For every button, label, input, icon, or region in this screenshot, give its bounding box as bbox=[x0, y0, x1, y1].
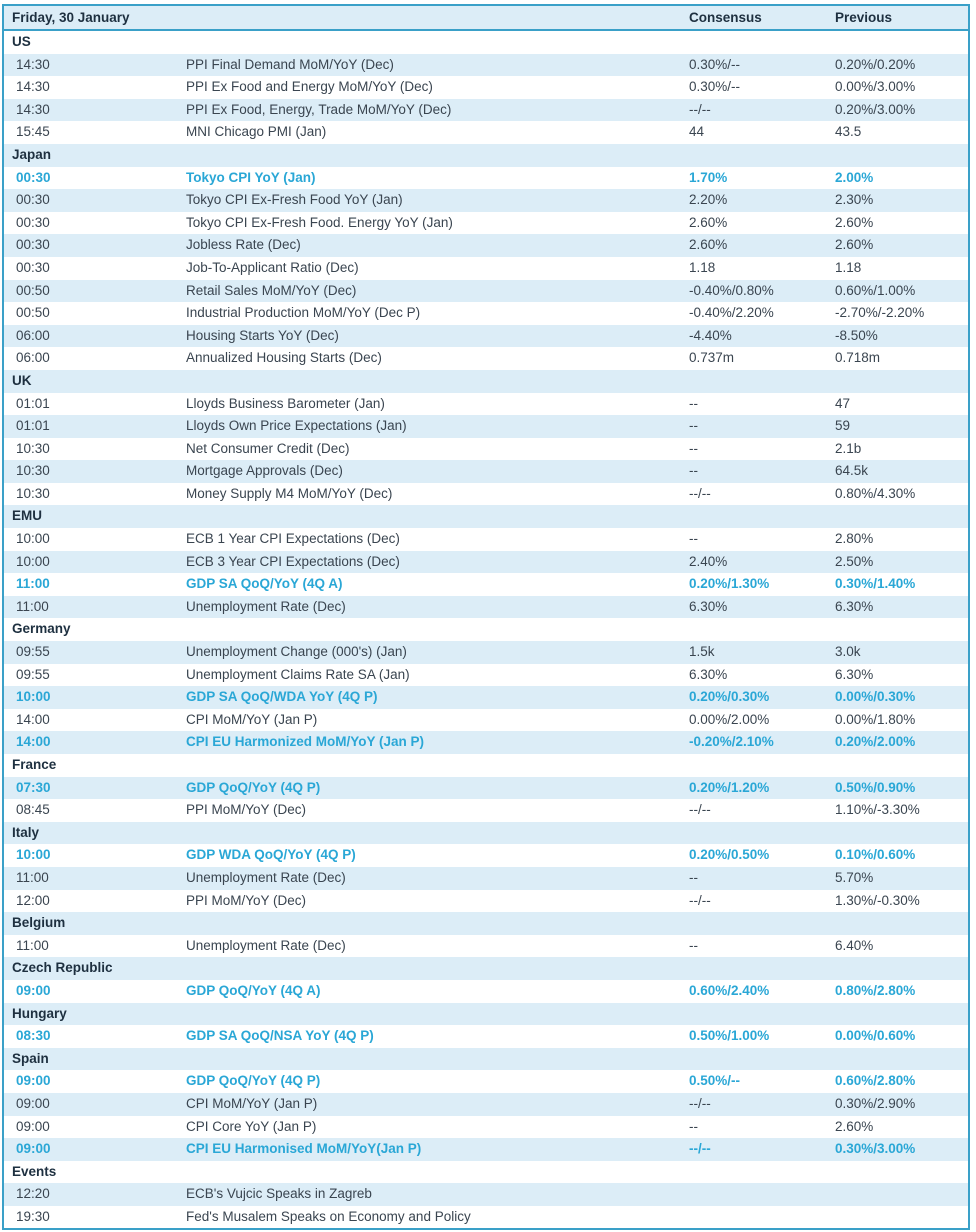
consensus-value: -0.40%/2.20% bbox=[689, 305, 774, 321]
table-row bbox=[4, 212, 968, 235]
event-name: PPI Ex Food, Energy, Trade MoM/YoY (Dec) bbox=[186, 101, 452, 117]
event-name: Net Consumer Credit (Dec) bbox=[186, 440, 350, 456]
previous-value: 6.30% bbox=[835, 598, 874, 614]
consensus-value: 0.60%/2.40% bbox=[689, 982, 770, 998]
previous-value: 2.60% bbox=[835, 1118, 874, 1134]
previous-value: 0.60%/1.00% bbox=[835, 282, 916, 298]
previous-value: 0.80%/2.80% bbox=[835, 982, 916, 998]
previous-value: 0.10%/0.60% bbox=[835, 847, 916, 863]
table-row bbox=[4, 528, 968, 551]
previous-value: 47 bbox=[835, 395, 851, 411]
consensus-value: 1.70% bbox=[689, 169, 728, 185]
event-name: GDP SA QoQ/WDA YoY (4Q P) bbox=[186, 689, 378, 705]
table-row bbox=[4, 1025, 968, 1048]
table-row bbox=[4, 980, 968, 1003]
table-row bbox=[4, 415, 968, 438]
event-name: Tokyo CPI Ex-Fresh Food. Energy YoY (Jan) bbox=[186, 214, 453, 230]
country-header-row bbox=[4, 144, 968, 167]
release-time: 12:00 bbox=[16, 892, 50, 908]
table-row bbox=[4, 76, 968, 99]
event-name: Unemployment Rate (Dec) bbox=[186, 598, 346, 614]
table-row bbox=[4, 935, 968, 958]
consensus-value: -- bbox=[689, 418, 698, 434]
table-row bbox=[4, 1206, 968, 1229]
event-name: GDP QoQ/YoY (4Q P) bbox=[186, 1073, 321, 1089]
release-time: 11:00 bbox=[16, 576, 50, 592]
country-header-row bbox=[4, 822, 968, 845]
consensus-value: 0.30%/-- bbox=[689, 79, 741, 95]
event-name: Jobless Rate (Dec) bbox=[186, 237, 301, 253]
release-time: 09:00 bbox=[16, 1095, 50, 1111]
previous-value: 2.60% bbox=[835, 214, 874, 230]
previous-value: 1.18 bbox=[835, 259, 862, 275]
previous-value: 2.00% bbox=[835, 169, 874, 185]
previous-value: 5.70% bbox=[835, 869, 874, 885]
event-name: Tokyo CPI Ex-Fresh Food YoY (Jan) bbox=[186, 192, 403, 208]
table-row bbox=[4, 1138, 968, 1161]
release-time: 10:00 bbox=[16, 531, 50, 547]
event-name: Industrial Production MoM/YoY (Dec P) bbox=[186, 305, 421, 321]
previous-value: 59 bbox=[835, 418, 851, 434]
previous-value: 0.30%/2.90% bbox=[835, 1095, 916, 1111]
release-time: 10:00 bbox=[16, 847, 51, 863]
table-row bbox=[4, 234, 968, 257]
consensus-value: 2.20% bbox=[689, 192, 728, 208]
table-row bbox=[4, 167, 968, 190]
table-row bbox=[4, 777, 968, 800]
previous-value: 64.5k bbox=[835, 463, 869, 479]
event-name: Mortgage Approvals (Dec) bbox=[186, 463, 343, 479]
consensus-value: -- bbox=[689, 937, 698, 953]
table-row bbox=[4, 709, 968, 732]
table-row bbox=[4, 99, 968, 122]
country-header-row bbox=[4, 1048, 968, 1071]
event-name: CPI Core YoY (Jan P) bbox=[186, 1118, 317, 1134]
table-row bbox=[4, 890, 968, 913]
event-name: Fed's Musalem Speaks on Economy and Policy bbox=[186, 1208, 471, 1224]
previous-value: 1.30%/-0.30% bbox=[835, 892, 920, 908]
release-time: 09:55 bbox=[16, 666, 50, 682]
event-name: PPI Final Demand MoM/YoY (Dec) bbox=[186, 56, 394, 72]
country-header-row bbox=[4, 1003, 968, 1026]
consensus-value: 44 bbox=[689, 124, 705, 140]
consensus-value: 0.20%/0.30% bbox=[689, 689, 770, 705]
event-name: MNI Chicago PMI (Jan) bbox=[186, 124, 327, 140]
consensus-value: --/-- bbox=[689, 1141, 711, 1157]
release-time: 01:01 bbox=[16, 395, 50, 411]
country-header-row bbox=[4, 370, 968, 393]
table-row bbox=[4, 438, 968, 461]
consensus-value: --/-- bbox=[689, 802, 711, 818]
table-header bbox=[4, 6, 968, 31]
header-previous: Previous bbox=[835, 10, 893, 25]
consensus-value: 0.20%/1.30% bbox=[689, 576, 770, 592]
release-time: 08:45 bbox=[16, 802, 50, 818]
release-time: 10:30 bbox=[16, 440, 50, 456]
economic-calendar-table bbox=[2, 4, 970, 1230]
release-time: 19:30 bbox=[16, 1208, 50, 1224]
release-time: 12:20 bbox=[16, 1186, 50, 1202]
previous-value: 0.30%/1.40% bbox=[835, 576, 916, 592]
previous-value: 0.20%/3.00% bbox=[835, 101, 916, 117]
release-time: 09:00 bbox=[16, 1118, 50, 1134]
table-row bbox=[4, 664, 968, 687]
consensus-value: 2.60% bbox=[689, 214, 728, 230]
table-row bbox=[4, 325, 968, 348]
release-time: 15:45 bbox=[16, 124, 50, 140]
country-header-row bbox=[4, 957, 968, 980]
release-time: 00:30 bbox=[16, 169, 51, 185]
country-label: Belgium bbox=[12, 915, 66, 931]
event-name: Unemployment Claims Rate SA (Jan) bbox=[186, 666, 410, 682]
previous-value: -8.50% bbox=[835, 327, 878, 343]
previous-value: 0.00%/3.00% bbox=[835, 79, 916, 95]
previous-value: 0.60%/2.80% bbox=[835, 1073, 916, 1089]
event-name: ECB's Vujcic Speaks in Zagreb bbox=[186, 1186, 372, 1202]
event-name: CPI MoM/YoY (Jan P) bbox=[186, 711, 318, 727]
event-name: Unemployment Rate (Dec) bbox=[186, 869, 346, 885]
table-row bbox=[4, 302, 968, 325]
consensus-value: 0.00%/2.00% bbox=[689, 711, 770, 727]
table-row bbox=[4, 460, 968, 483]
header-consensus: Consensus bbox=[689, 10, 762, 25]
previous-value: 6.40% bbox=[835, 937, 874, 953]
event-name: Lloyds Own Price Expectations (Jan) bbox=[186, 418, 407, 434]
country-header-row bbox=[4, 505, 968, 528]
previous-value: 1.10%/-3.30% bbox=[835, 802, 920, 818]
table-row bbox=[4, 686, 968, 709]
event-name: GDP SA QoQ/NSA YoY (4Q P) bbox=[186, 1028, 374, 1044]
country-label: Italy bbox=[12, 824, 40, 840]
country-header-row bbox=[4, 31, 968, 54]
previous-value: 0.80%/4.30% bbox=[835, 485, 916, 501]
country-label: Events bbox=[12, 1163, 57, 1179]
country-label: Japan bbox=[12, 146, 52, 162]
consensus-value: 1.5k bbox=[689, 644, 715, 660]
consensus-value: -0.40%/0.80% bbox=[689, 282, 774, 298]
release-time: 14:30 bbox=[16, 79, 50, 95]
table-row bbox=[4, 551, 968, 574]
table-row bbox=[4, 1183, 968, 1206]
release-time: 14:00 bbox=[16, 734, 51, 750]
consensus-value: 2.40% bbox=[689, 553, 728, 569]
consensus-value: 0.30%/-- bbox=[689, 56, 741, 72]
release-time: 00:50 bbox=[16, 305, 50, 321]
event-name: Job-To-Applicant Ratio (Dec) bbox=[186, 259, 359, 275]
release-time: 00:30 bbox=[16, 259, 50, 275]
release-time: 00:30 bbox=[16, 214, 50, 230]
table-row bbox=[4, 54, 968, 77]
previous-value: 2.1b bbox=[835, 440, 862, 456]
consensus-value: -- bbox=[689, 869, 698, 885]
event-name: Money Supply M4 MoM/YoY (Dec) bbox=[186, 485, 393, 501]
release-time: 14:30 bbox=[16, 56, 50, 72]
consensus-value: -- bbox=[689, 1118, 698, 1134]
previous-value: 0.00%/1.80% bbox=[835, 711, 916, 727]
release-time: 06:00 bbox=[16, 327, 50, 343]
country-header-row bbox=[4, 754, 968, 777]
previous-value: 3.0k bbox=[835, 644, 861, 660]
consensus-value: 0.50%/1.00% bbox=[689, 1028, 770, 1044]
release-time: 10:00 bbox=[16, 689, 51, 705]
previous-value: 2.60% bbox=[835, 237, 874, 253]
event-name: Unemployment Change (000's) (Jan) bbox=[186, 644, 407, 660]
consensus-value: 1.18 bbox=[689, 259, 716, 275]
previous-value: 0.50%/0.90% bbox=[835, 779, 916, 795]
previous-value: 0.30%/3.00% bbox=[835, 1141, 916, 1157]
event-name: Tokyo CPI YoY (Jan) bbox=[186, 169, 316, 185]
consensus-value: --/-- bbox=[689, 892, 711, 908]
country-header-row bbox=[4, 912, 968, 935]
release-time: 09:55 bbox=[16, 644, 50, 660]
country-label: UK bbox=[12, 372, 32, 388]
event-name: CPI EU Harmonised MoM/YoY(Jan P) bbox=[186, 1141, 422, 1157]
event-name: Annualized Housing Starts (Dec) bbox=[186, 350, 382, 366]
event-name: GDP QoQ/YoY (4Q A) bbox=[186, 982, 321, 998]
consensus-value: 6.30% bbox=[689, 666, 728, 682]
release-time: 09:00 bbox=[16, 1141, 51, 1157]
table-row bbox=[4, 844, 968, 867]
previous-value: 6.30% bbox=[835, 666, 874, 682]
previous-value: 0.718m bbox=[835, 350, 881, 366]
release-time: 09:00 bbox=[16, 982, 51, 998]
country-label: Spain bbox=[12, 1050, 49, 1066]
release-time: 11:00 bbox=[16, 937, 49, 953]
header-date: Friday, 30 January bbox=[12, 10, 130, 25]
release-time: 00:50 bbox=[16, 282, 50, 298]
consensus-value: -- bbox=[689, 440, 698, 456]
table-row bbox=[4, 641, 968, 664]
consensus-value: -4.40% bbox=[689, 327, 732, 343]
event-name: GDP QoQ/YoY (4Q P) bbox=[186, 779, 321, 795]
table-row bbox=[4, 280, 968, 303]
table-body bbox=[4, 31, 968, 1228]
release-time: 10:30 bbox=[16, 463, 50, 479]
event-name: CPI MoM/YoY (Jan P) bbox=[186, 1095, 318, 1111]
event-name: GDP WDA QoQ/YoY (4Q P) bbox=[186, 847, 356, 863]
previous-value: -2.70%/-2.20% bbox=[835, 305, 925, 321]
table-row bbox=[4, 596, 968, 619]
previous-value: 0.00%/0.30% bbox=[835, 689, 916, 705]
country-header-row bbox=[4, 1161, 968, 1184]
release-time: 11:00 bbox=[16, 869, 49, 885]
release-time: 10:00 bbox=[16, 553, 50, 569]
table-row bbox=[4, 393, 968, 416]
event-name: Housing Starts YoY (Dec) bbox=[186, 327, 339, 343]
table-row bbox=[4, 189, 968, 212]
release-time: 14:30 bbox=[16, 101, 50, 117]
release-time: 01:01 bbox=[16, 418, 50, 434]
table-row bbox=[4, 483, 968, 506]
previous-value: 2.50% bbox=[835, 553, 874, 569]
event-name: Retail Sales MoM/YoY (Dec) bbox=[186, 282, 357, 298]
consensus-value: -- bbox=[689, 395, 698, 411]
consensus-value: 6.30% bbox=[689, 598, 728, 614]
event-name: Unemployment Rate (Dec) bbox=[186, 937, 346, 953]
consensus-value: 2.60% bbox=[689, 237, 728, 253]
table-row bbox=[4, 799, 968, 822]
event-name: Lloyds Business Barometer (Jan) bbox=[186, 395, 385, 411]
release-time: 07:30 bbox=[16, 779, 51, 795]
table-row bbox=[4, 347, 968, 370]
release-time: 14:00 bbox=[16, 711, 50, 727]
release-time: 10:30 bbox=[16, 485, 50, 501]
table-row bbox=[4, 867, 968, 890]
release-time: 08:30 bbox=[16, 1028, 51, 1044]
release-time: 06:00 bbox=[16, 350, 50, 366]
consensus-value: -- bbox=[689, 531, 698, 547]
table-row bbox=[4, 257, 968, 280]
consensus-value: --/-- bbox=[689, 485, 711, 501]
event-name: PPI MoM/YoY (Dec) bbox=[186, 802, 307, 818]
consensus-value: --/-- bbox=[689, 101, 711, 117]
consensus-value: --/-- bbox=[689, 1095, 711, 1111]
table-row bbox=[4, 731, 968, 754]
consensus-value: 0.20%/1.20% bbox=[689, 779, 770, 795]
release-time: 00:30 bbox=[16, 192, 50, 208]
event-name: ECB 3 Year CPI Expectations (Dec) bbox=[186, 553, 400, 569]
country-label: EMU bbox=[12, 508, 42, 524]
consensus-value: -- bbox=[689, 463, 698, 479]
consensus-value: -0.20%/2.10% bbox=[689, 734, 774, 750]
release-time: 09:00 bbox=[16, 1073, 51, 1089]
table-row bbox=[4, 1093, 968, 1116]
event-name: ECB 1 Year CPI Expectations (Dec) bbox=[186, 531, 400, 547]
country-label: Czech Republic bbox=[12, 960, 113, 976]
previous-value: 2.80% bbox=[835, 531, 874, 547]
country-label: France bbox=[12, 757, 57, 772]
table-row bbox=[4, 573, 968, 596]
country-header-row bbox=[4, 618, 968, 641]
consensus-value: 0.50%/-- bbox=[689, 1073, 741, 1089]
consensus-value: 0.737m bbox=[689, 350, 735, 366]
country-label: Hungary bbox=[12, 1005, 67, 1021]
previous-value: 2.30% bbox=[835, 192, 874, 208]
event-name: CPI EU Harmonized MoM/YoY (Jan P) bbox=[186, 734, 425, 750]
previous-value: 0.00%/0.60% bbox=[835, 1028, 916, 1044]
table-row bbox=[4, 1070, 968, 1093]
event-name: PPI MoM/YoY (Dec) bbox=[186, 892, 307, 908]
event-name: GDP SA QoQ/YoY (4Q A) bbox=[186, 576, 343, 592]
consensus-value: 0.20%/0.50% bbox=[689, 847, 770, 863]
country-label: Germany bbox=[12, 621, 71, 637]
release-time: 11:00 bbox=[16, 598, 49, 614]
release-time: 00:30 bbox=[16, 237, 50, 253]
event-name: PPI Ex Food and Energy MoM/YoY (Dec) bbox=[186, 79, 433, 95]
table-row bbox=[4, 1116, 968, 1139]
previous-value: 0.20%/2.00% bbox=[835, 734, 916, 750]
table-row bbox=[4, 121, 968, 144]
country-label: US bbox=[12, 34, 31, 49]
previous-value: 0.20%/0.20% bbox=[835, 56, 916, 72]
previous-value: 43.5 bbox=[835, 124, 862, 140]
